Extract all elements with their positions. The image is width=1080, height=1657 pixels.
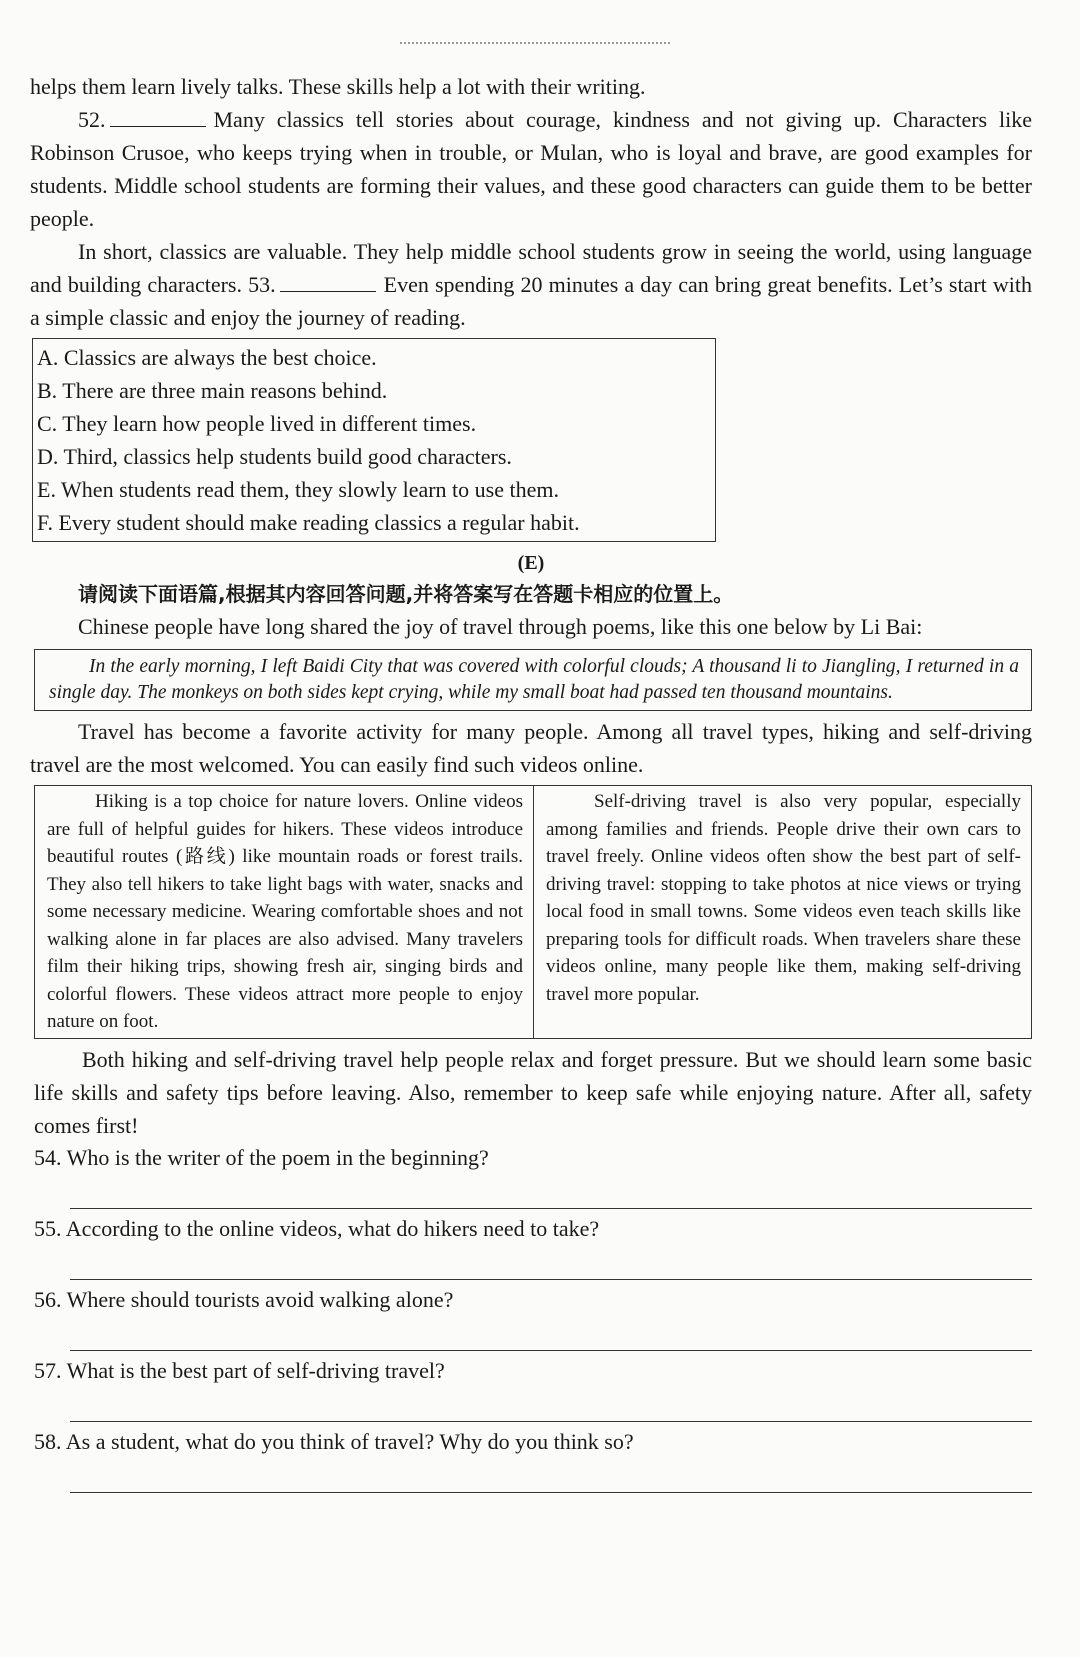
scan-header-remnant (400, 42, 670, 48)
question-52-text: Many classics tell stories about courage, kindness and not giving up. Characters like Robinson Crusoe, who keeps trying when in trouble, or Mulan, who is loyal and brave, are good examples for students. Middle school students are forming their values, and these good characters can guide them to be better people. (30, 107, 1032, 231)
travel-intro-paragraph: Travel has become a favorite activity for many people. Among all travel types, hiking and self-driving travel are the most welcomed. You can easily find such videos online. (30, 719, 1032, 777)
poem-box (34, 649, 1032, 711)
answer-line-58[interactable] (70, 1458, 1032, 1493)
question-56: 56. Where should tourists avoid walking alone? (34, 1286, 454, 1312)
answer-line-57[interactable] (70, 1387, 1032, 1422)
self-driving-column (533, 786, 1031, 1038)
section-e-instruction: 请阅读下面语篇,根据其内容回答问题,并将答案写在答题卡相应的位置上。 (78, 582, 734, 606)
travel-comparison-table (34, 785, 1032, 1039)
question-53-number: 53. (248, 272, 276, 297)
answer-line-55[interactable] (70, 1245, 1032, 1280)
question-list (30, 1142, 1032, 1493)
summary-text-post: Even spending 20 minutes a day can bring great benefits. Let’s start with a simple classic and enjoy the journey of reading. (30, 272, 1032, 330)
section-e-title: (E) (517, 552, 545, 574)
answer-line-56[interactable] (70, 1316, 1032, 1351)
question-57: 57. What is the best part of self-driving travel? (34, 1357, 445, 1383)
passage-d-continued-line: helps them learn lively talks. These skills help a lot with their writing. (30, 74, 646, 99)
conclusion-paragraph: Both hiking and self-driving travel help people relax and forget pressure. But we should learn some basic life skills and safety tips before leaving. Also, remember to keep safe while enjoying nature. After all, safety comes first! (34, 1046, 1032, 1138)
option-c: C. They learn how people lived in different times. (37, 411, 477, 436)
self-driving-text: Self-driving travel is also very popular, especially among families and friends. People drive their own cars to travel freely. Online videos often show the best part of self-driving travel: stopping to take photos at nice views or trying local food in small towns. Some videos even teach skills like preparing tools for difficult roads. When travelers share these videos online, many people like them, making self-driving travel more popular. (546, 791, 1021, 1005)
question-58: 58. As a student, what do you think of travel? Why do you think so? (34, 1428, 634, 1454)
option-b: B. There are three main reasons behind. (37, 378, 388, 403)
option-d: D. Third, classics help students build good characters. (37, 444, 512, 469)
option-f: F. Every student should make reading classics a regular habit. (37, 510, 580, 535)
answer-blank-53[interactable] (280, 271, 376, 292)
question-52-number: 52. (78, 107, 106, 132)
options-box (32, 338, 716, 542)
section-e-intro: Chinese people have long shared the joy of travel through poems, like this one below by Li Bai: (78, 614, 923, 639)
summary-paragraph (30, 235, 1032, 334)
question-55: 55. According to the online videos, what do hikers need to take? (34, 1215, 600, 1241)
hiking-text: Hiking is a top choice for nature lovers. Online videos are full of helpful guides for hikers. These videos introduce beautiful routes (路线) like mountain roads or forest trails. They also tell hikers to take light bags with water, snacks and some necessary medicine. Wearing comfortable shoes and not walking alone in far places are also advised. Many travelers film their hiking trips, showing fresh air, singing birds and colorful flowers. These videos attract more people to enjoy nature on foot. (47, 791, 523, 1032)
question-52-paragraph (30, 103, 1032, 235)
option-a: A. Classics are always the best choice. (37, 345, 377, 370)
answer-line-54[interactable] (70, 1174, 1032, 1209)
poem-text: In the early morning, I left Baidi City that was covered with colorful clouds; A thousand li to Jiangling, I returned in a single day. The monkeys on both sides kept crying, while my small boat had passed ten thousand mountains. (49, 656, 1019, 703)
hiking-column (35, 786, 533, 1038)
option-e: E. When students read them, they slowly learn to use them. (37, 477, 559, 502)
answer-blank-52[interactable] (110, 106, 206, 127)
question-54: 54. Who is the writer of the poem in the beginning? (34, 1144, 489, 1170)
summary-text-pre: In short, classics are valuable. They help middle school students grow in seeing the world, using language and building characters. (30, 239, 1032, 297)
